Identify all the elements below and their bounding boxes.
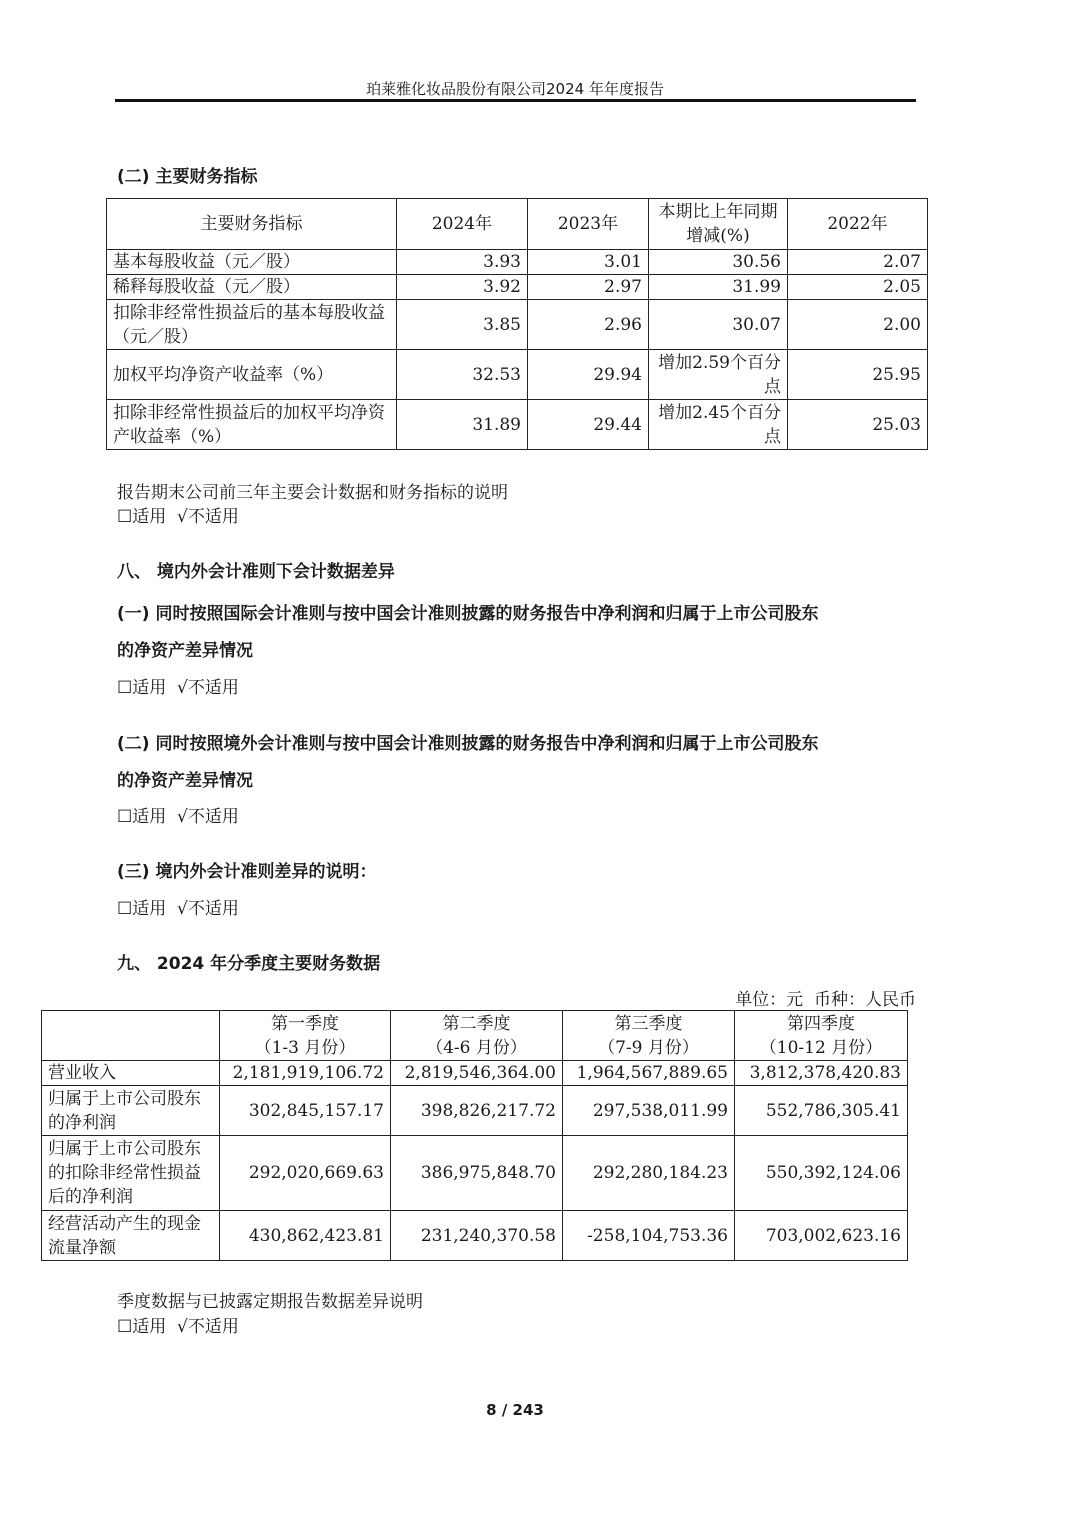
col-header-2022: 2022年 [788, 199, 928, 250]
quarterly-applicability-option: ☐适用 √不适用 [117, 1317, 239, 1337]
cell-q3: 297,538,011.99 [563, 1086, 735, 1136]
cell-2023: 3.01 [528, 250, 649, 275]
report-header-title: 珀莱雅化妆品股份有限公司2024 年年度报告 [366, 80, 664, 98]
section-9-heading: 九、 2024 年分季度主要财务数据 [117, 954, 381, 974]
col-header-q1 [220, 1011, 391, 1061]
q4-name: 第四季度 [787, 1013, 855, 1034]
section-8-sub3-option: ☐适用 √不适用 [117, 899, 239, 919]
cell-change: 30.56 [649, 250, 788, 275]
table-row [107, 350, 928, 400]
table-row [42, 1136, 908, 1211]
q2-range: （4-6 月份） [426, 1037, 527, 1058]
row-label: 扣除非经常性损益后的加权平均净资产收益率（%） [107, 400, 397, 450]
section-8-sub2-option: ☐适用 √不适用 [117, 807, 239, 827]
header-divider [115, 99, 916, 102]
cell-change: 31.99 [649, 275, 788, 300]
section-8-sub2-heading-line2: 的净资产差异情况 [117, 771, 253, 791]
col-header-q2 [391, 1011, 563, 1061]
cell-2022: 25.95 [788, 350, 928, 400]
row-label: 基本每股收益（元／股） [107, 250, 397, 275]
row-label: 稀释每股收益（元／股） [107, 275, 397, 300]
cell-2024: 31.89 [397, 400, 528, 450]
col-header-q3 [563, 1011, 735, 1061]
q4-range: （10-12 月份） [759, 1037, 883, 1058]
cell-2024: 3.85 [397, 300, 528, 350]
cell-q1: 430,862,423.81 [220, 1211, 391, 1261]
cell-q2: 398,826,217.72 [391, 1086, 563, 1136]
cell-q2: 386,975,848.70 [391, 1136, 563, 1211]
table-row [107, 275, 928, 300]
section-8-sub1-option: ☐适用 √不适用 [117, 678, 239, 698]
row-label: 归属于上市公司股东的扣除非经常性损益后的净利润 [42, 1136, 220, 1211]
cell-q3: 1,964,567,889.65 [563, 1061, 735, 1086]
financial-note: 报告期末公司前三年主要会计数据和财务指标的说明 [117, 483, 508, 503]
cell-q3: 292,280,184.23 [563, 1136, 735, 1211]
table-row [42, 1086, 908, 1136]
cell-q2: 231,240,370.58 [391, 1211, 563, 1261]
col-header-change: 本期比上年同期增减(%) [649, 199, 788, 250]
section-8-sub2-heading-line1: (二) 同时按照境外会计准则与按中国会计准则披露的财务报告中净利润和归属于上市公司股东 [117, 734, 819, 754]
section-8-sub1-heading-line2: 的净资产差异情况 [117, 641, 253, 661]
financial-applicability-option: ☐适用 √不适用 [117, 507, 239, 527]
table-row [107, 400, 928, 450]
section-8-heading: 八、 境内外会计准则下会计数据差异 [117, 562, 395, 582]
section-9-unit-note: 单位：元 币种：人民币 [735, 990, 916, 1010]
cell-2024: 3.92 [397, 275, 528, 300]
cell-change: 增加2.59个百分点 [649, 350, 788, 400]
cell-2023: 2.97 [528, 275, 649, 300]
col-header-indicator: 主要财务指标 [107, 199, 397, 250]
cell-q4: 550,392,124.06 [735, 1136, 908, 1211]
quarterly-note: 季度数据与已披露定期报告数据差异说明 [117, 1292, 423, 1312]
q2-name: 第二季度 [442, 1013, 511, 1034]
row-label: 加权平均净资产收益率（%） [107, 350, 397, 400]
financial-indicators-heading: (二) 主要财务指标 [117, 167, 258, 187]
col-header-q4 [735, 1011, 908, 1061]
cell-2023: 29.94 [528, 350, 649, 400]
row-label: 经营活动产生的现金流量净额 [42, 1211, 220, 1261]
cell-2022: 25.03 [788, 400, 928, 450]
q1-range: （1-3 月份） [254, 1037, 356, 1058]
q1-name: 第一季度 [271, 1013, 339, 1034]
cell-q1: 2,181,919,106.72 [220, 1061, 391, 1086]
quarterly-header-empty [42, 1011, 220, 1061]
row-label: 扣除非经常性损益后的基本每股收益（元／股） [107, 300, 397, 350]
q3-range: （7-9 月份） [598, 1037, 699, 1058]
cell-2024: 32.53 [397, 350, 528, 400]
quarterly-data-table [41, 1010, 908, 1261]
table-row [42, 1211, 908, 1261]
cell-q4: 552,786,305.41 [735, 1086, 908, 1136]
row-label: 归属于上市公司股东的净利润 [42, 1086, 220, 1136]
cell-q2: 2,819,546,364.00 [391, 1061, 563, 1086]
cell-q4: 3,812,378,420.83 [735, 1061, 908, 1086]
cell-q4: 703,002,623.16 [735, 1211, 908, 1261]
cell-2022: 2.00 [788, 300, 928, 350]
row-label: 营业收入 [42, 1061, 220, 1086]
cell-change: 30.07 [649, 300, 788, 350]
section-8-sub1-heading-line1: (一) 同时按照国际会计准则与按中国会计准则披露的财务报告中净利润和归属于上市公司股东 [117, 604, 819, 624]
col-header-2024: 2024年 [397, 199, 528, 250]
table-row [107, 250, 928, 275]
cell-2023: 2.96 [528, 300, 649, 350]
cell-q3: -258,104,753.36 [563, 1211, 735, 1261]
cell-q1: 302,845,157.17 [220, 1086, 391, 1136]
cell-2024: 3.93 [397, 250, 528, 275]
col-header-2023: 2023年 [528, 199, 649, 250]
section-8-sub3-heading: (三) 境内外会计准则差异的说明： [117, 862, 377, 882]
q3-name: 第三季度 [614, 1013, 683, 1034]
page-number: 8 / 243 [486, 1401, 544, 1419]
table-row [42, 1061, 908, 1086]
financial-indicators-table [106, 198, 928, 450]
table-row [107, 300, 928, 350]
cell-change: 增加2.45个百分点 [649, 400, 788, 450]
cell-2022: 2.07 [788, 250, 928, 275]
cell-2022: 2.05 [788, 275, 928, 300]
cell-2023: 29.44 [528, 400, 649, 450]
cell-q1: 292,020,669.63 [220, 1136, 391, 1211]
